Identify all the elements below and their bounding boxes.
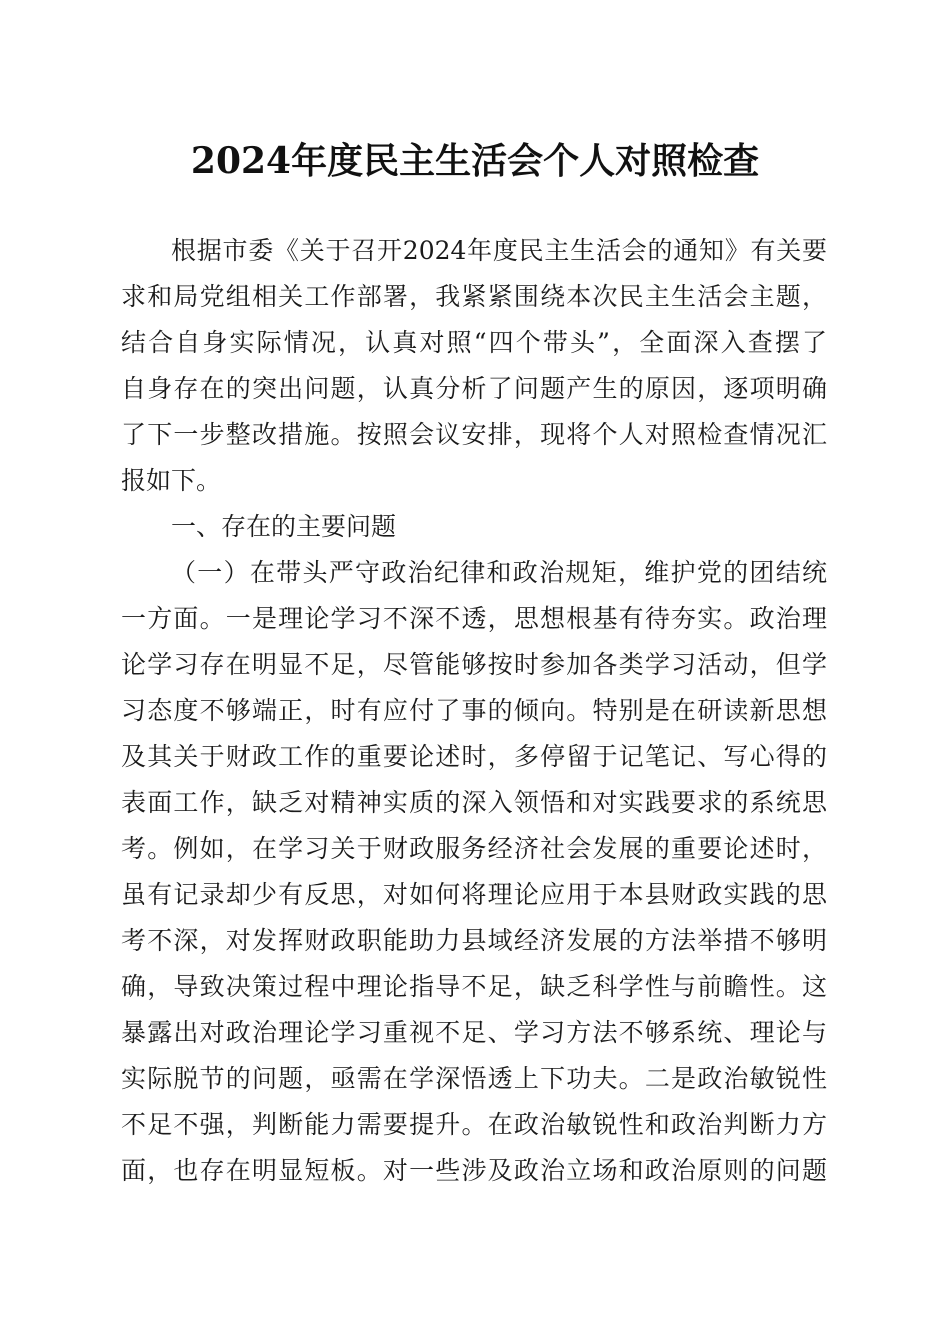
body-line-9: 暴露出对政治理论学习重视不足、学习方法不够系统、理论与: [121, 1018, 827, 1047]
body-line-8: 确，导致决策过程中理论指导不足，缺乏科学性与前瞻性。这: [121, 972, 827, 1001]
body-line-11: 不足不强，判断能力需要提升。在政治敏锐性和政治判断力方: [121, 1110, 827, 1139]
body-line-1: 论学习存在明显不足，尽管能够按时参加各类学习活动，但学: [121, 650, 827, 679]
subsection-line-1: [121, 596, 827, 642]
intro-line-5: 了下一步整改措施。按照会议安排，现将个人对照检查情况汇: [121, 420, 827, 449]
intro-line-6: 报如下。: [121, 466, 222, 495]
document-title: 2024年度民主生活会个人对照检查: [190, 140, 760, 182]
subsection-line-1-rest: 一是理论学习不深不透，思想根基有待夯实。政治理: [225, 604, 827, 633]
section-heading-1: 一、存在的主要问题: [171, 512, 397, 541]
body-line-10: 实际脱节的问题，亟需在学深悟透上下功夫。二是政治敏锐性: [121, 1064, 827, 1093]
body-line-7: 考不深，对发挥财政职能助力县域经济发展的方法举措不够明: [121, 926, 827, 955]
body-line-12: 面，也存在明显短板。对一些涉及政治立场和政治原则的问题: [121, 1156, 827, 1185]
intro-line-2: 求和局党组相关工作部署，我紧紧围绕本次民主生活会主题，: [121, 282, 827, 311]
body-line-5: 考。例如，在学习关于财政服务经济社会发展的重要论述时，: [121, 834, 827, 863]
intro-line-1: 根据市委《关于召开2024年度民主生活会的通知》有关要: [171, 236, 827, 265]
body-line-4: 表面工作，缺乏对精神实质的深入领悟和对实践要求的系统思: [121, 788, 827, 817]
subsection-heading-1: （一）在带头严守政治纪律和政治规矩，维护党的团结统: [171, 558, 827, 587]
intro-line-3: 结合自身实际情况，认真对照“四个带头”，全面深入查摆了: [121, 328, 827, 357]
intro-line-4: 自身存在的突出问题，认真分析了问题产生的原因，逐项明确: [121, 374, 827, 403]
body-line-6: 虽有记录却少有反思，对如何将理论应用于本县财政实践的思: [121, 880, 827, 909]
document-body: [121, 228, 827, 1194]
body-line-2: 习态度不够端正，时有应付了事的倾向。特别是在研读新思想: [121, 696, 827, 725]
subsection-heading-1-tail: 一方面。: [121, 604, 226, 633]
body-line-3: 及其关于财政工作的重要论述时，多停留于记笔记、写心得的: [121, 742, 827, 771]
